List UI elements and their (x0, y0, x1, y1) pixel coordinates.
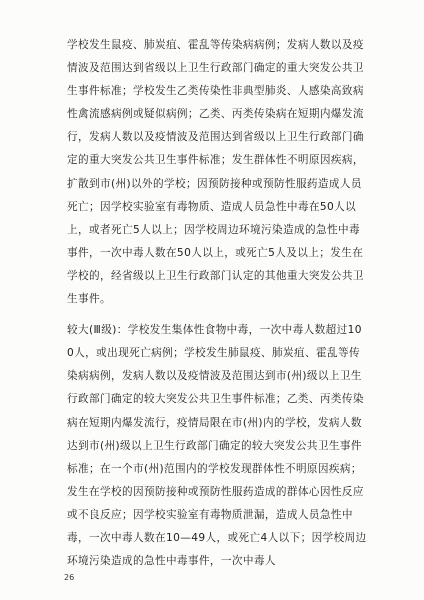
page-number: 26 (64, 573, 75, 582)
body-text (67, 34, 367, 573)
paragraph-spacer (67, 311, 367, 319)
paragraph-major-level: 学校发生鼠疫、肺炭疽、霍乱等传染病病例；发病人数以及疫情波及范围达到省级以上卫生行政部门确定的重大突发公共卫生事件标准；学校发生乙类传染性非典型肺炎、人感染高致病性禽流感病例或疑似病例；乙类、丙类传染病在短期内爆发流行，发病人数以及疫情波及范围达到省级以上卫生行政部门确定的重大突发公共卫生事件标准；发生群体性不明原因疾病，扩散到市(州)以外的学校；因预防接种或预防性服药造成人员死亡；因学校实验室有毒物质、造成人员急性中毒在50人以上，或者死亡5人以上；因学校周边环境污染造成的急性中毒事件，一次中毒人数在50人以上，或死亡5人及以上；发生在学校的，经省级以上卫生行政部门认定的其他重大突发公共卫生事件。 (67, 39, 364, 306)
paragraph-large-level: 较大(Ⅲ级)：学校发生集体性食物中毒，一次中毒人数超过100人，或出现死亡病例；学校发生肺鼠疫、肺炭疽、霍乱等传染病病例，发病人数以及疫情波及范围达到市(州)级以上卫生行政部门确定的较大突发公共卫生事件标准；乙类、丙类传染病在短期内爆发流行，疫情局限在市(州)内的学校，发病人数达到市(州)级以上卫生行政部门确定的较大突发公共卫生事件标准；在一个市(州)范围内的学校发现群体性不明原因疾病；发生在学校的因预防接种或预防性服药造成的群体心因性反应或不良反应；因学校实验室有毒物质泄漏，造成人员急性中毒，一次中毒人数在10—49人，或死亡4人以下；因学校周边环境污染造成的急性中毒事件，一次中毒人 (67, 324, 367, 568)
